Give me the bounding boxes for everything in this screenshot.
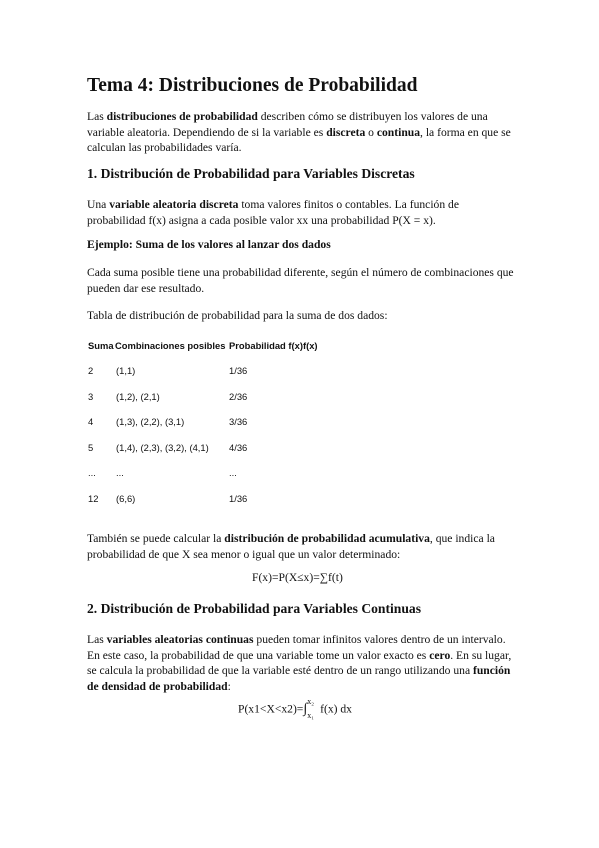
table-cell: ...: [116, 467, 124, 478]
s2p1-bold-3: función de densidad de probabilidad: [87, 664, 511, 693]
section1-paragraph-3: [87, 531, 519, 562]
table-header-cell: Probabilidad f(x)f(x): [229, 340, 318, 351]
table-cell: 5: [88, 442, 94, 453]
intro-bold-3: continua: [376, 125, 421, 139]
intro-bold-1: distribuciones de probabilidad: [106, 110, 258, 123]
cumulative-formula: F(x)=P(X≤x)=∑f(t): [252, 571, 343, 584]
table-cell: ...: [229, 467, 237, 478]
integral-limits: [307, 697, 317, 720]
table-cell: 1/36: [229, 365, 248, 376]
table-header-cell: Combinaciones posibles: [115, 340, 226, 351]
section2-heading: 2. Distribución de Probabilidad para Variables Continuas: [87, 601, 422, 616]
s2p1-text-2: pueden tomar infinitos valores dentro de un intervalo. En este caso, la probabilidad de que una variable tome un valor exacto es: [87, 633, 506, 662]
table-cell: (1,1): [116, 365, 136, 376]
table-cell: ...: [88, 467, 96, 478]
s2p1-bold-1: variables aleatorias continuas: [106, 633, 254, 646]
integral-sign: ∫: [303, 701, 308, 717]
s2p1-text-3: . En su lugar, se calcula la probabilidad de que la variable esté dentro de un rango utilizando una: [87, 648, 512, 677]
integral-upper-limit: x₂: [307, 697, 314, 706]
s1p3-bold-1: distribución de probabilidad acumulativa: [224, 532, 430, 545]
table-cell: (1,4), (2,3), (3,2), (4,1): [116, 442, 209, 453]
intro-text-3: o: [365, 125, 377, 139]
s1p3-text-1: También se puede calcular la: [87, 532, 225, 545]
page-title: Tema 4: Distribuciones de Probabilidad: [87, 75, 418, 96]
section2-paragraph-1: [87, 632, 519, 694]
table-cell: (1,3), (2,2), (3,1): [116, 416, 185, 427]
table-cell: 2/36: [229, 391, 248, 402]
s1p1-bold-1: variable aleatoria discreta: [109, 198, 239, 211]
s1p1-text-2: toma valores finitos o contables. La función de probabilidad f(x) asigna a cada posible valor xx una probabilidad P(X = x).: [87, 198, 459, 227]
integral-formula-left: P(x1<X<x2)=: [238, 702, 304, 716]
intro-paragraph: [87, 109, 519, 156]
table-cell: 4/36: [229, 442, 248, 453]
table-cell: (1,2), (2,1): [116, 391, 160, 402]
s2p1-text-4: :: [227, 679, 231, 693]
section1-paragraph-2: Cada suma posible tiene una probabilidad diferente, según el número de combinaciones que pueden dar ese resultado.: [87, 266, 514, 295]
section1-heading: 1. Distribución de Probabilidad para Variables Discretas: [87, 166, 415, 181]
s1p3-text-2: , que indica la probabilidad de que X sea menor o igual que un valor determinado:: [87, 532, 495, 561]
s1p1-text-1: Una: [87, 198, 110, 211]
intro-text-1: Las: [87, 110, 107, 123]
table-cell: 1/36: [229, 493, 248, 504]
intro-text-2: describen cómo se distribuyen los valores de una variable aleatoria. Dependiendo de si la variable es: [87, 110, 488, 139]
table-cell: 12: [88, 493, 99, 504]
table-cell: 3/36: [229, 416, 248, 427]
table-cell: 3: [88, 391, 94, 402]
table-caption: Tabla de distribución de probabilidad para la suma de dos dados:: [87, 309, 388, 322]
table-cell: 4: [88, 416, 94, 427]
table-header-cell: Suma: [88, 340, 114, 351]
intro-text-4: , la forma en que se calculan las probabilidades varía.: [87, 125, 511, 154]
example-heading: Ejemplo: Suma de los valores al lanzar dos dados: [87, 238, 331, 251]
integral-integrand: f(x) dx: [317, 702, 352, 716]
integral-formula: [238, 697, 352, 720]
integral-lower-limit: x₁: [307, 711, 314, 720]
s2p1-text-1: Las: [87, 633, 107, 646]
table-cell: 2: [88, 365, 94, 376]
s2p1-bold-2: cero: [429, 648, 451, 662]
section1-paragraph-1: [87, 197, 519, 228]
intro-bold-2: discreta: [326, 125, 366, 139]
table-cell: (6,6): [116, 493, 136, 504]
